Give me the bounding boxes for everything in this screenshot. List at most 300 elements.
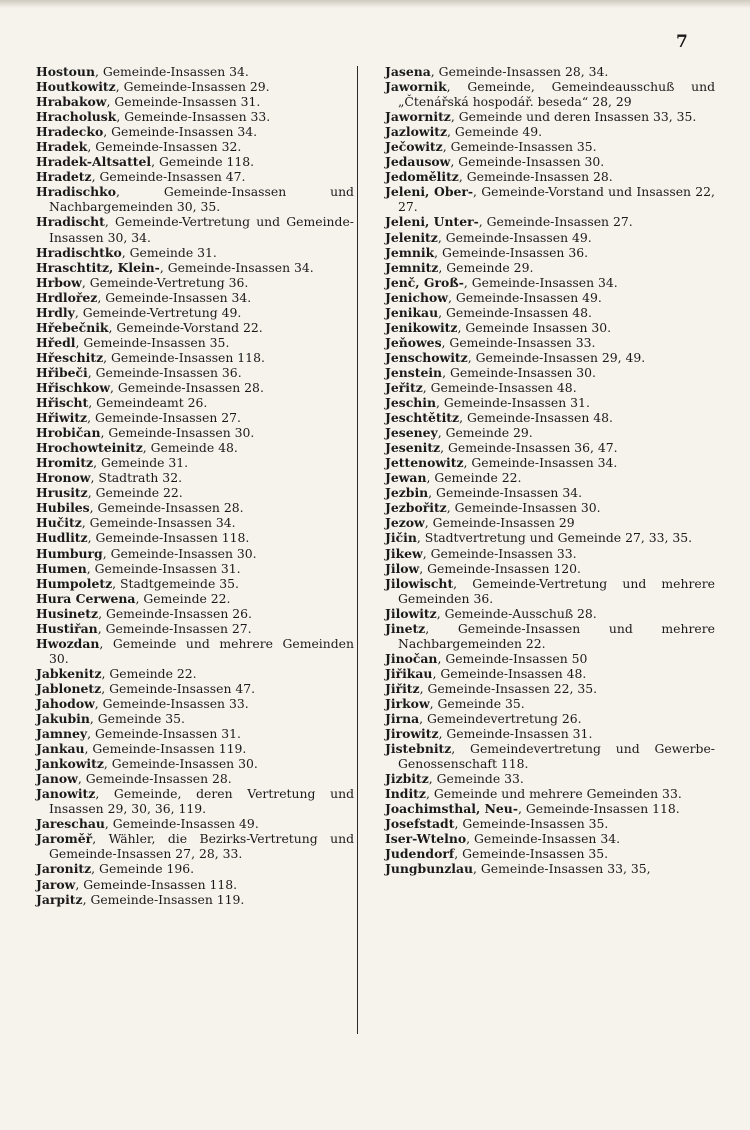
index-entry: [36, 561, 354, 576]
column-divider: [357, 66, 358, 1034]
index-entry: [36, 410, 354, 425]
entry-description: , Gemeinde-Insassen 28.: [458, 169, 613, 185]
entry-description: , Wähler, die Bezirks-Vertretung und Gemeinde-Insassen 27, 28, 33.: [49, 831, 354, 862]
entry-headword: Ječowitz: [385, 139, 443, 155]
index-entry: [36, 290, 354, 305]
entry-headword: Jeřitz: [385, 379, 423, 395]
entry-description: , Gemeinde-Insassen 35.: [442, 139, 597, 155]
entry-headword: Jenichow: [385, 289, 448, 305]
index-entry: [36, 591, 354, 606]
index-entry: [36, 741, 354, 756]
entry-headword: Hrdly: [36, 304, 75, 320]
entry-description: , Gemeinde-Insassen 35.: [454, 816, 609, 832]
entry-description: , Gemeinde-Insassen 27.: [97, 620, 252, 636]
index-entry: [385, 455, 715, 470]
entry-description: , Gemeinde, deren Vertretung und Insassen 29, 30, 36, 119.: [49, 786, 354, 817]
entry-headword: Joachimsthal, Neu-: [385, 801, 518, 817]
entry-headword: Jistebnitz: [385, 741, 452, 757]
entry-description: , Gemeinde-Insassen 27.: [87, 410, 241, 426]
index-entry: [385, 395, 715, 410]
index-entry: [36, 696, 354, 711]
entry-headword: Jeschtětitz: [385, 410, 460, 426]
entry-description: , Gemeinde-Vertretung 36.: [81, 274, 249, 290]
entry-headword: Jamney: [36, 726, 88, 742]
entry-headword: Hřischkow: [36, 379, 110, 395]
index-entry: [385, 169, 715, 184]
index-entry: [36, 425, 354, 440]
index-entry: [385, 786, 715, 801]
entry-headword: Jirna: [385, 711, 420, 727]
entry-headword: Jawornik: [385, 79, 447, 95]
entry-description: , Gemeinde-Insassen 47.: [101, 680, 256, 696]
index-entry: [385, 124, 715, 139]
entry-description: , Gemeinde-Insassen 49.: [437, 229, 592, 245]
index-entry: [385, 546, 715, 561]
entry-description: , Gemeinde-Insassen 28.: [110, 379, 264, 395]
entry-headword: Jaroměř: [36, 831, 93, 847]
index-entry: [385, 606, 715, 621]
entry-description: , Gemeinde 196.: [91, 861, 195, 877]
index-entry: [36, 816, 354, 831]
entry-headword: Jemnitz: [385, 259, 439, 275]
entry-headword: Jilowitz: [385, 605, 437, 621]
entry-description: , Gemeinde-Insassen 48.: [438, 304, 592, 320]
entry-headword: Jewan: [385, 470, 427, 486]
entry-headword: Houtkowitz: [36, 79, 116, 95]
entry-description: , Gemeinde-Insassen 30.: [102, 545, 257, 561]
index-entry: [36, 711, 354, 726]
index-entry: [36, 365, 354, 380]
entry-headword: Jarpitz: [36, 891, 83, 907]
entry-description: , Gemeinde-Insassen 33.: [94, 695, 249, 711]
entry-description: , Gemeinde-Insassen 34.: [428, 485, 583, 501]
entry-description: , Gemeinde-Insassen 30.: [100, 425, 255, 441]
entry-headword: Hrabakow: [36, 94, 107, 110]
entry-headword: Jirkow: [385, 695, 430, 711]
index-entry: [385, 139, 715, 154]
entry-headword: Jeňowes: [385, 334, 442, 350]
entry-headword: Jemnik: [385, 244, 435, 260]
entry-headword: Hradischko: [36, 184, 117, 200]
index-entry: [36, 500, 354, 515]
entry-headword: Hřebečnik: [36, 319, 109, 335]
index-entry: [385, 335, 715, 350]
entry-description: , Gemeinde-Insassen 35.: [454, 846, 609, 862]
index-entry: [385, 696, 715, 711]
index-entry: [36, 79, 354, 94]
entry-description: , Gemeinde-Insassen 119.: [82, 891, 245, 907]
index-entry: [385, 500, 715, 515]
index-entry: [385, 320, 715, 335]
entry-description: , Gemeinde-Insassen 30.: [446, 500, 601, 516]
entry-description: , Gemeinde-Insassen 28.: [77, 771, 232, 787]
entry-headword: Jenikowitz: [385, 319, 458, 335]
entry-description: , Gemeinde-Insassen 34.: [103, 124, 258, 140]
index-entry: [36, 109, 354, 124]
entry-headword: Hučitz: [36, 515, 82, 531]
entry-description: , Gemeinde-Insassen 29, 49.: [467, 349, 646, 365]
index-entry: [36, 771, 354, 786]
index-entry: [36, 305, 354, 320]
entry-description: , Gemeinde-Insassen 31.: [87, 726, 241, 742]
entry-headword: Jeseney: [385, 425, 438, 441]
index-entry: [36, 470, 354, 485]
index-entry: [36, 892, 354, 907]
entry-description: , Gemeindeamt 26.: [88, 395, 208, 411]
index-entry: [385, 816, 715, 831]
entry-description: , Gemeinde-Insassen 35.: [75, 334, 230, 350]
entry-headword: Jenč, Groß-: [385, 274, 464, 290]
index-entry: [385, 380, 715, 395]
entry-description: , Gemeinde-Insassen 118.: [75, 876, 238, 892]
index-entry: [385, 425, 715, 440]
entry-description: , Gemeinde 22.: [426, 470, 522, 486]
index-entry: [385, 260, 715, 275]
entry-headword: Humen: [36, 560, 87, 576]
entry-headword: Hostoun: [36, 64, 95, 79]
index-entry: [36, 606, 354, 621]
index-entry: [385, 515, 715, 530]
index-entry: [36, 214, 354, 244]
entry-headword: Jasena: [385, 64, 431, 79]
entry-description: , Stadtgemeinde 35.: [112, 575, 239, 591]
entry-description: , Gemeinde-Vertretung 49.: [74, 304, 242, 320]
entry-headword: Hrbow: [36, 274, 82, 290]
entry-description: , Gemeinde-Insassen 28, 34.: [430, 64, 609, 79]
entry-headword: Jenstein: [385, 364, 443, 380]
entry-headword: Jezow: [385, 515, 425, 531]
index-entry: [36, 621, 354, 636]
index-entry: [385, 350, 715, 365]
entry-headword: Jakubin: [36, 711, 90, 727]
entry-description: , Gemeinde-Insassen 33.: [441, 334, 596, 350]
entry-description: , Gemeinde-Insassen 22, 35.: [419, 680, 598, 696]
entry-headword: Hwozdan: [36, 635, 100, 651]
index-entry: [36, 184, 354, 214]
entry-headword: Jizbitz: [385, 771, 429, 787]
entry-headword: Jeschin: [385, 395, 436, 411]
index-entry: [36, 380, 354, 395]
entry-headword: Jilow: [385, 560, 420, 576]
entry-description: , Gemeinde-Insassen 34.: [463, 455, 618, 471]
index-entry: [385, 154, 715, 169]
index-entry: [385, 64, 715, 79]
index-entry: [36, 485, 354, 500]
entry-description: , Gemeinde-Insassen 27.: [478, 214, 633, 230]
entry-headword: Josefstadt: [385, 816, 455, 832]
index-entry: [36, 756, 354, 771]
entry-description: , Gemeinde-Insassen 118.: [103, 349, 265, 365]
entry-description: , Gemeinde-Insassen 34.: [463, 274, 618, 290]
entry-description: , Gemeinde 49.: [447, 124, 543, 140]
entry-description: , Gemeinde 48.: [142, 440, 238, 456]
entry-description: , Gemeinde 35.: [429, 695, 525, 711]
entry-headword: Inditz: [385, 786, 426, 802]
entry-description: , Gemeinde 22.: [101, 665, 197, 681]
entry-headword: Jedausow: [385, 154, 451, 170]
entry-description: , Gemeinde 31.: [121, 244, 217, 260]
scan-top-edge: [0, 0, 750, 8]
index-entry: [385, 290, 715, 305]
entry-description: , Gemeinde-Vorstand 22.: [108, 319, 263, 335]
entry-headword: Jawornitz: [385, 109, 451, 125]
index-entry: [36, 455, 354, 470]
index-entry: [36, 335, 354, 350]
index-entry: [385, 365, 715, 380]
entry-description: , Gemeinde-Insassen 49.: [104, 816, 259, 832]
entry-description: , Gemeinde-Vorstand und Insassen 22, 27.: [398, 184, 715, 215]
index-entry: [36, 440, 354, 455]
entry-headword: Hřeschitz: [36, 349, 104, 365]
page-number: 7: [676, 32, 688, 52]
entry-description: , Gemeinde-Insassen 34.: [159, 259, 314, 275]
index-entry: [385, 831, 715, 846]
entry-headword: Jeleni, Ober-: [385, 184, 474, 200]
index-entry: [385, 109, 715, 124]
entry-headword: Jungbunzlau: [385, 861, 474, 877]
entry-headword: Jezbořitz: [385, 500, 447, 516]
entry-headword: Hřischt: [36, 395, 89, 411]
index-entry: [36, 726, 354, 741]
entry-description: , Gemeinde-Insassen 118.: [87, 530, 250, 546]
entry-description: , Gemeinde 35.: [89, 711, 185, 727]
entry-headword: Jenschowitz: [385, 349, 468, 365]
index-entry: [36, 260, 354, 275]
entry-description: , Gemeinde-Insassen 31.: [106, 94, 261, 110]
entry-headword: Janowitz: [36, 786, 96, 802]
entry-headword: Hracholusk: [36, 109, 117, 125]
entry-description: , Gemeinde-Insassen 33.: [422, 545, 577, 561]
entry-headword: Jelenitz: [385, 229, 438, 245]
entry-headword: Hrochowteinitz: [36, 440, 143, 456]
entry-headword: Jedomělitz: [385, 169, 459, 185]
index-entry: [385, 485, 715, 500]
index-entry: [385, 861, 715, 876]
entry-description: , Gemeinde-Insassen 32.: [87, 139, 242, 155]
index-entry: [36, 786, 354, 816]
index-entry: [36, 94, 354, 109]
index-entry: [385, 470, 715, 485]
index-entry: [385, 214, 715, 229]
index-entry: [385, 576, 715, 606]
index-entry: [36, 831, 354, 861]
index-entry: [36, 275, 354, 290]
entry-headword: Hudlitz: [36, 530, 88, 546]
entry-description: , Gemeindevertretung 26.: [419, 711, 582, 727]
entry-description: , Gemeinde 29.: [438, 259, 534, 275]
entry-description: , Gemeinde-Insassen 120.: [419, 560, 581, 576]
index-entry: [385, 846, 715, 861]
index-entry: [385, 666, 715, 681]
entry-description: , Gemeinde-Insassen 29.: [115, 79, 270, 95]
index-entry: [36, 576, 354, 591]
entry-description: , Gemeinde-Insassen und mehrere Nachbargemeinden 22.: [398, 620, 715, 651]
entry-headword: Hradischtko: [36, 244, 122, 260]
entry-description: , Gemeinde-Insassen 31.: [436, 395, 590, 411]
entry-headword: Hubiles: [36, 500, 90, 516]
entry-headword: Jesenitz: [385, 440, 441, 456]
entry-description: , Gemeinde und deren Insassen 33, 35.: [450, 109, 697, 125]
entry-description: , Gemeinde-Vertretung und mehrere Gemeinden 36.: [398, 575, 715, 606]
entry-headword: Hřibeči: [36, 364, 88, 380]
index-entry: [36, 320, 354, 335]
index-entry: [36, 124, 354, 139]
index-entry: [385, 801, 715, 816]
entry-description: , Gemeinde-Insassen 33, 35,: [473, 861, 651, 877]
entry-description: , Gemeindevertretung und Gewerbe-Genossenschaft 118.: [398, 741, 715, 772]
entry-description: , Gemeinde und mehrere Gemeinden 30.: [49, 635, 354, 666]
entry-headword: Jiřikau: [385, 665, 433, 681]
entry-headword: Hura Cerwena: [36, 590, 136, 606]
entry-description: , Gemeinde-Insassen 33.: [116, 109, 271, 125]
entry-headword: Jablonetz: [36, 680, 102, 696]
index-entry: [385, 741, 715, 771]
entry-description: , Gemeinde-Insassen 34.: [97, 289, 252, 305]
entry-description: , Gemeinde-Insassen 118.: [517, 801, 680, 817]
entry-description: , Gemeinde 33.: [428, 771, 524, 787]
entry-description: , Stadtrath 32.: [90, 470, 183, 486]
index-entry: [36, 546, 354, 561]
index-entry: [385, 561, 715, 576]
index-entry: [385, 711, 715, 726]
entry-description: , Gemeinde 31.: [93, 455, 189, 471]
entry-description: , Gemeinde und mehrere Gemeinden 33.: [425, 786, 682, 802]
entry-description: , Gemeinde-Insassen 30.: [103, 756, 258, 772]
entry-description: , Gemeinde-Ausschuß 28.: [436, 605, 597, 621]
index-entry: [36, 666, 354, 681]
index-entry: [385, 681, 715, 696]
entry-description: , Gemeinde-Insassen 29: [424, 515, 575, 531]
index-entry: [36, 245, 354, 260]
entry-headword: Hradetz: [36, 169, 92, 185]
index-entry: [385, 410, 715, 425]
entry-description: , Gemeinde-Insassen 50: [437, 650, 588, 666]
index-entry: [36, 636, 354, 666]
entry-description: , Gemeinde-Insassen 48.: [459, 410, 613, 426]
index-entry: [36, 515, 354, 530]
index-entry: [385, 79, 715, 109]
entry-description: , Gemeinde-Insassen 36.: [434, 244, 589, 260]
entry-headword: Hronow: [36, 470, 91, 486]
entry-description: , Gemeinde 22.: [135, 590, 231, 606]
entry-headword: Hradecko: [36, 124, 104, 140]
index-entry: [36, 154, 354, 169]
entry-headword: Hrobičan: [36, 425, 101, 441]
entry-description: , Gemeinde Insassen 30.: [457, 319, 612, 335]
entry-description: , Gemeinde-Insassen 119.: [84, 741, 247, 757]
entry-headword: Humburg: [36, 545, 103, 561]
entry-headword: Jeleni, Unter-: [385, 214, 479, 230]
entry-description: , Gemeinde-Vertretung und Gemeinde-Insassen 30, 34.: [49, 214, 354, 245]
index-entry: [36, 395, 354, 410]
index-entry: [385, 440, 715, 455]
entry-headword: Hrusitz: [36, 485, 88, 501]
entry-headword: Hromitz: [36, 455, 94, 471]
index-entry: [36, 169, 354, 184]
index-entry: [385, 771, 715, 786]
entry-description: , Gemeinde 29.: [437, 425, 533, 441]
entry-description: , Gemeinde-Insassen 30.: [442, 364, 596, 380]
entry-headword: Hraschtitz, Klein-: [36, 259, 160, 275]
entry-headword: Jareschau: [36, 816, 105, 832]
index-entry: [385, 651, 715, 666]
index-entry: [385, 184, 715, 214]
entry-headword: Iser-Wtelno: [385, 831, 467, 847]
index-entry: [385, 275, 715, 290]
entry-description: , Gemeinde-Insassen 34.: [466, 831, 621, 847]
index-entry: [36, 64, 354, 79]
left-column: [36, 64, 354, 907]
entry-headword: Jinočan: [385, 650, 438, 666]
index-entry: [385, 530, 715, 545]
entry-description: , Gemeinde-Insassen 30.: [450, 154, 605, 170]
index-entry: [36, 681, 354, 696]
index-entry: [36, 350, 354, 365]
index-entry: [36, 139, 354, 154]
entry-headword: Jankau: [36, 741, 85, 757]
entry-headword: Jankowitz: [36, 756, 104, 772]
entry-description: , Gemeinde-Insassen 26.: [98, 605, 252, 621]
entry-description: , Gemeinde-Insassen 31.: [438, 726, 593, 742]
entry-description: , Gemeinde-Insassen 36.: [87, 364, 242, 380]
right-column: [385, 64, 715, 877]
entry-headword: Jičin: [385, 530, 417, 546]
entry-description: , Gemeinde-Insassen 36, 47.: [440, 440, 618, 456]
entry-headword: Jilowischt: [385, 575, 454, 591]
entry-headword: Hředl: [36, 334, 76, 350]
index-entry: [36, 530, 354, 545]
entry-description: , Gemeinde 22.: [87, 485, 183, 501]
entry-description: , Gemeinde-Insassen 34.: [81, 515, 236, 531]
entry-headword: Jettenowitz: [385, 455, 464, 471]
entry-description: , Gemeinde 118.: [151, 154, 255, 170]
entry-description: , Stadtvertretung und Gemeinde 27, 33, 35.: [416, 530, 693, 546]
entry-headword: Humpoletz: [36, 575, 113, 591]
index-entry: [36, 877, 354, 892]
entry-description: , Gemeinde-Insassen 48.: [422, 379, 577, 395]
index-entry: [385, 726, 715, 741]
entry-headword: Jarow: [36, 876, 76, 892]
entry-headword: Jiřitz: [385, 680, 420, 696]
entry-description: , Gemeinde-Insassen 47.: [91, 169, 246, 185]
entry-description: , Gemeinde-Insassen und Nachbargemeinden 30, 35.: [49, 184, 354, 215]
entry-headword: Jezbin: [385, 485, 429, 501]
index-entry: [385, 621, 715, 651]
entry-headword: Jahodow: [36, 695, 95, 711]
entry-headword: Jenikau: [385, 304, 439, 320]
entry-headword: Hustiřan: [36, 620, 98, 636]
entry-headword: Hradek: [36, 139, 88, 155]
entry-description: , Gemeinde-Insassen 48.: [432, 665, 587, 681]
entry-headword: Jaronitz: [36, 861, 92, 877]
entry-headword: Hřiwitz: [36, 410, 88, 426]
entry-headword: Hradek-Altsattel: [36, 154, 152, 170]
index-entry: [385, 245, 715, 260]
index-entry: [385, 305, 715, 320]
entry-headword: Jabkenitz: [36, 665, 102, 681]
entry-description: , Gemeinde, Gemeindeausschuß und „Čtenářská hospodář. beseda“ 28, 29: [398, 79, 715, 110]
entry-headword: Jinetz: [385, 620, 426, 636]
entry-headword: Jazlowitz: [385, 124, 448, 140]
entry-headword: Hradischt: [36, 214, 105, 230]
entry-description: , Gemeinde-Insassen 31.: [86, 560, 241, 576]
entry-headword: Judendorf: [385, 846, 455, 862]
entry-description: , Gemeinde-Insassen 28.: [89, 500, 244, 516]
entry-headword: Janow: [36, 771, 78, 787]
entry-headword: Hrdlořez: [36, 289, 98, 305]
index-entry: [36, 861, 354, 876]
entry-headword: Jirowitz: [385, 726, 439, 742]
